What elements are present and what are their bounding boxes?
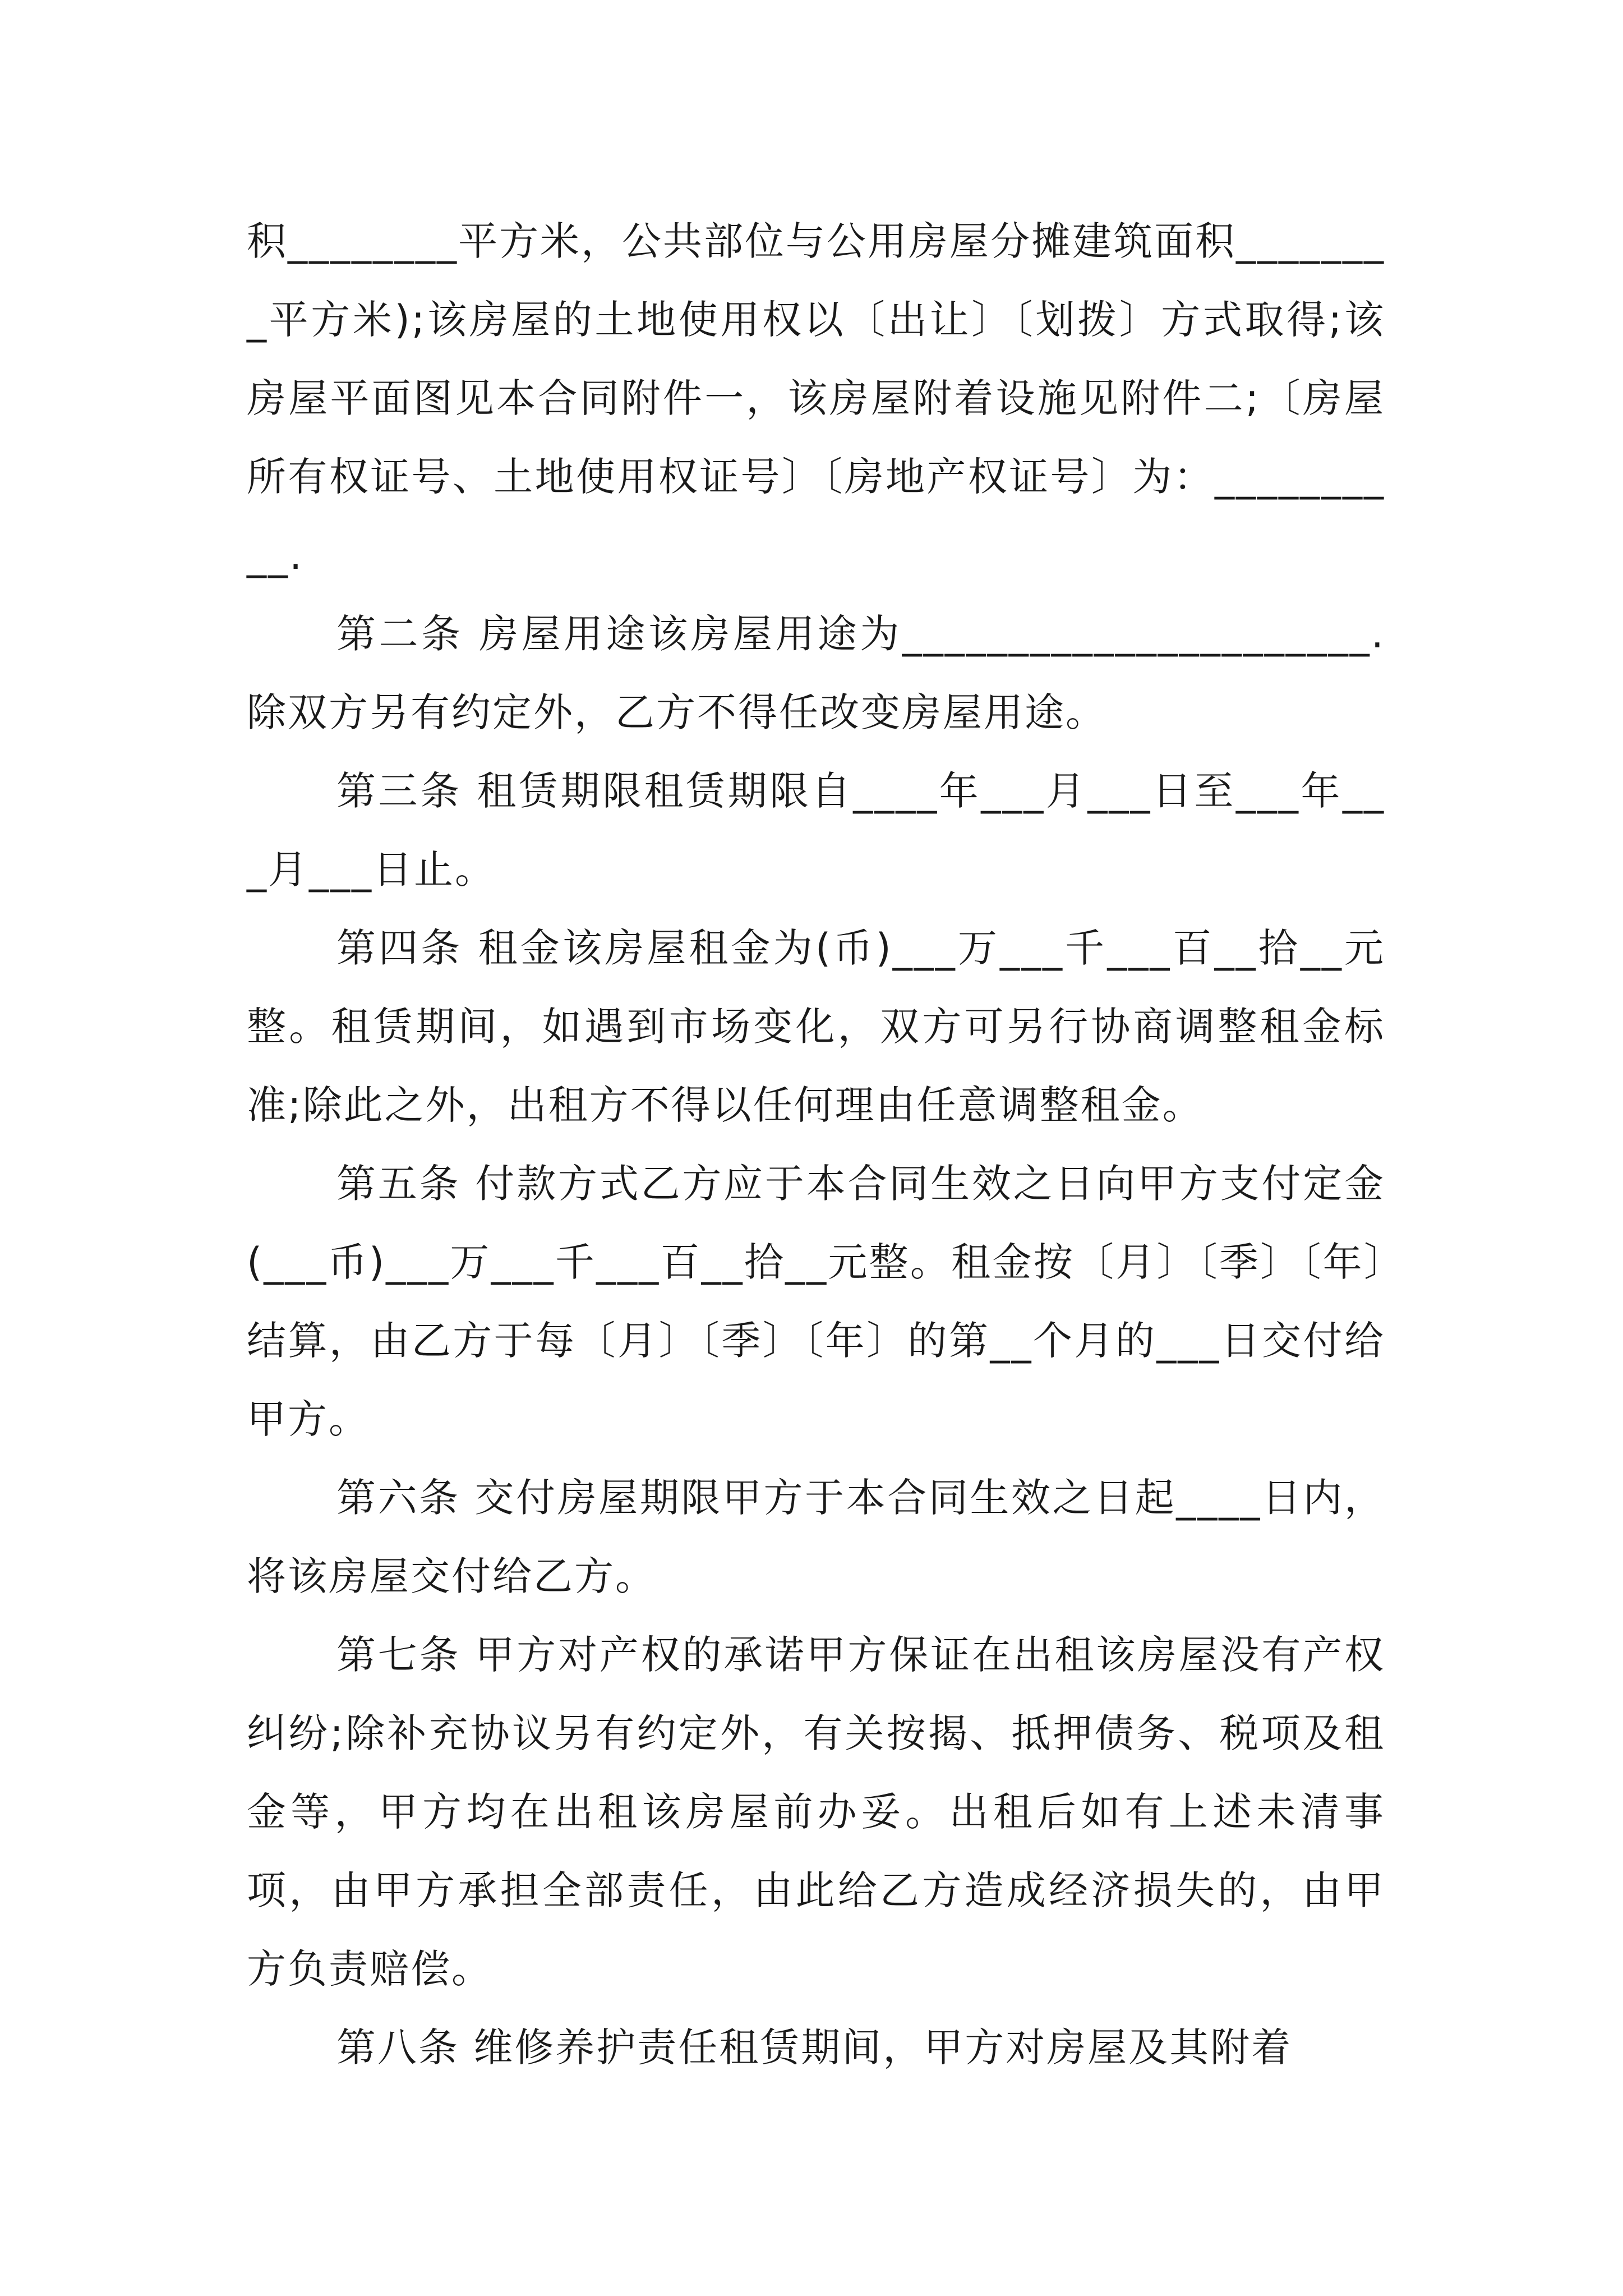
paragraph-article-3-lease-term: 第三条 租赁期限租赁期限自____年___月___日至___年___月___日止。 bbox=[247, 768, 1385, 892]
paragraph-article-6-delivery: 第六条 交付房屋期限甲方于本合同生效之日起____日内，将该房屋交付给乙方。 bbox=[247, 1475, 1385, 1599]
paragraph-article-4-rent: 第四条 租金该房屋租金为(币)___万___千___百__拾__元整。租赁期间，如遇到市场变化，双方可另行协商调整租金标准;除此之外，出租方不得以任何理由任意调整租金。 bbox=[247, 925, 1385, 1128]
contract-body bbox=[247, 202, 1385, 2087]
paragraph-article-7-property-rights: 第七条 甲方对产权的承诺甲方保证在出租该房屋没有产权纠纷;除补充协议另有约定外，有关按揭、抵押债务、税项及租金等，甲方均在出租该房屋前办妥。出租后如有上述未清事项，由甲方承担全部责任，由此给乙方造成经济损失的，由甲方负责赔偿。 bbox=[247, 1632, 1385, 1992]
paragraph-area-continued: 积________平方米，公共部位与公用房屋分摊建筑面积________平方米);该房屋的土地使用权以〔出让〕〔划拨〕方式取得;该房屋平面图见本合同附件一，该房屋附着设施见附件二;〔房屋所有权证号、土地使用权证号〕〔房地产权证号〕为：__________. bbox=[247, 218, 1385, 578]
paragraph-article-8-maintenance: 第八条 维修养护责任租赁期间，甲方对房屋及其附着 bbox=[336, 2024, 1293, 2070]
paragraph-article-5-payment: 第五条 付款方式乙方应于本合同生效之日向甲方支付定金(___币)___万___千___百__拾__元整。租金按〔月〕〔季〕〔年〕结算，由乙方于每〔月〕〔季〕〔年〕的第__个月的___日交付给甲方。 bbox=[247, 1161, 1385, 1442]
paragraph-article-2-usage: 第二条 房屋用途该房屋用途为______________________.除双方另有约定外，乙方不得任改变房屋用途。 bbox=[247, 611, 1385, 735]
